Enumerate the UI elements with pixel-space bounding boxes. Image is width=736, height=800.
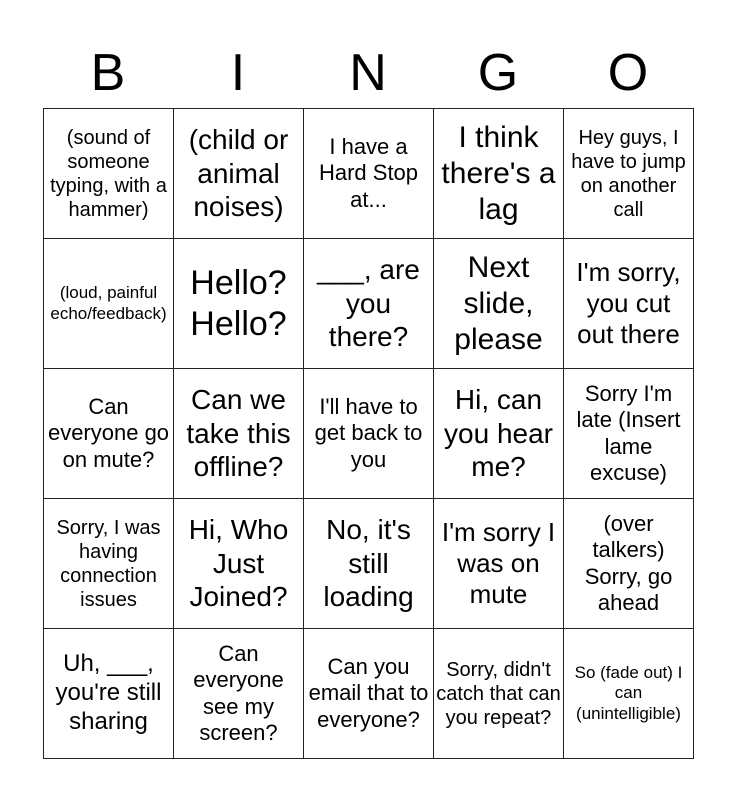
bingo-cell[interactable]: So (fade out) I can (unintelligible) xyxy=(564,629,694,759)
bingo-cell[interactable]: (child or animal noises) xyxy=(174,109,304,239)
bingo-cell[interactable]: I think there's a lag xyxy=(434,109,564,239)
bingo-cell[interactable]: Can everyone see my screen? xyxy=(174,629,304,759)
bingo-cell[interactable]: Sorry, didn't catch that can you repeat? xyxy=(434,629,564,759)
bingo-cell[interactable]: (loud, painful echo/feedback) xyxy=(44,239,174,369)
header-letter-n: N xyxy=(349,44,387,102)
bingo-cell[interactable]: Next slide, please xyxy=(434,239,564,369)
bingo-cell[interactable]: Hi, can you hear me? xyxy=(434,369,564,499)
bingo-cell[interactable]: Sorry I'm late (Insert lame excuse) xyxy=(564,369,694,499)
bingo-cell[interactable]: I'm sorry I was on mute xyxy=(434,499,564,629)
header-letter-i: I xyxy=(230,44,246,102)
bingo-cell[interactable]: I'm sorry, you cut out there xyxy=(564,239,694,369)
bingo-header xyxy=(43,40,693,106)
bingo-cell[interactable]: No, it's still loading xyxy=(304,499,434,629)
bingo-cell[interactable]: Uh, ___, you're still sharing xyxy=(44,629,174,759)
board-row xyxy=(44,239,694,369)
bingo-cell[interactable]: Hello? Hello? xyxy=(174,239,304,369)
bingo-cell[interactable]: Hi, Who Just Joined? xyxy=(174,499,304,629)
board-row xyxy=(44,499,694,629)
bingo-cell[interactable]: (over talkers) Sorry, go ahead xyxy=(564,499,694,629)
bingo-cell[interactable]: I'll have to get back to you xyxy=(304,369,434,499)
board-row xyxy=(44,369,694,499)
bingo-cell[interactable]: Can everyone go on mute? xyxy=(44,369,174,499)
bingo-cell[interactable]: Can you email that to everyone? xyxy=(304,629,434,759)
bingo-cell[interactable]: (sound of someone typing, with a hammer) xyxy=(44,109,174,239)
bingo-cell[interactable]: Hey guys, I have to jump on another call xyxy=(564,109,694,239)
header-letter-o: O xyxy=(607,44,649,102)
bingo-cell[interactable]: Can we take this offline? xyxy=(174,369,304,499)
header-letter-g: G xyxy=(477,44,519,102)
bingo-board xyxy=(43,108,694,759)
bingo-cell[interactable]: Sorry, I was having connection issues xyxy=(44,499,174,629)
board-row xyxy=(44,629,694,759)
header-letter-b: B xyxy=(90,44,126,102)
bingo-cell[interactable]: I have a Hard Stop at... xyxy=(304,109,434,239)
board-row xyxy=(44,109,694,239)
bingo-cell[interactable]: ___, are you there? xyxy=(304,239,434,369)
